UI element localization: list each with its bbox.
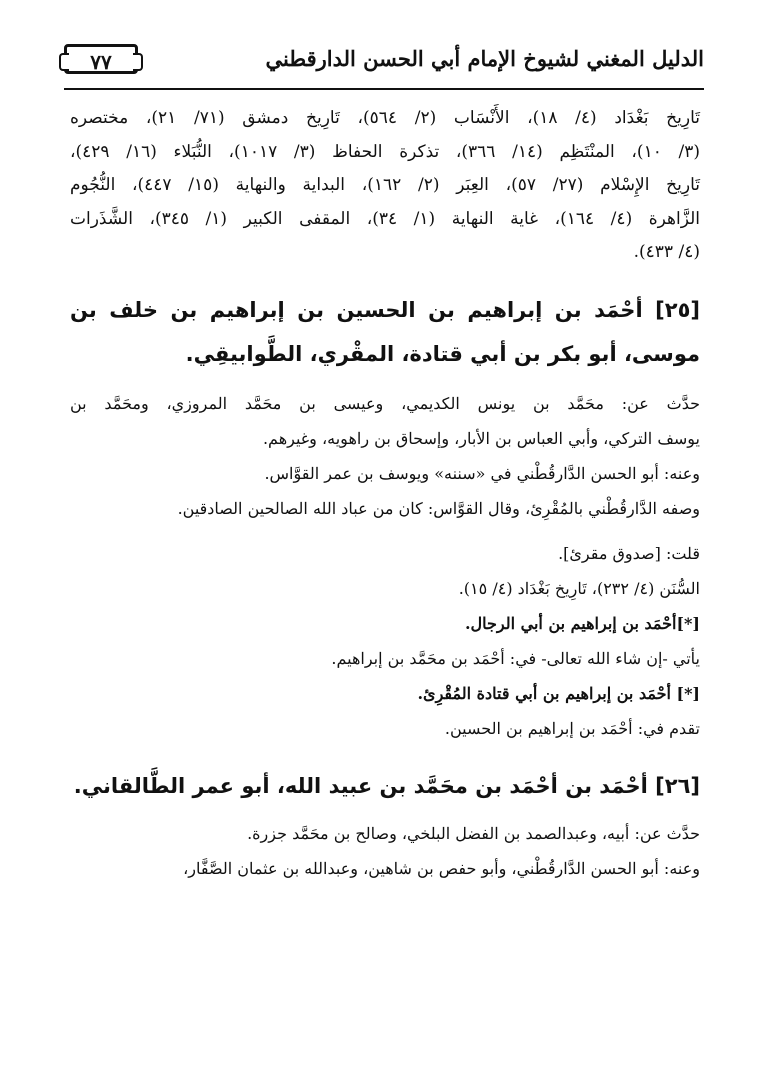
- entry-26-students: وعنه: أبو الحسن الدَّارقُطْني، وأبو حفص بن شاهين، وعبدالله بن عثمان الصَّفَّار،: [183, 858, 700, 878]
- sources-line-4: الزَّاهرة (٤/ ١٦٤)، غاية النهاية (١/ ٣٤)، المقفى الكبير (١/ ٣٤٥)، الشَّذَرات: [70, 208, 700, 229]
- entry-26-teachers: حدَّث عن: أبيه، وعبدالصمد بن الفضل البلخي، وصالح بن محَمَّد جزرة.: [247, 823, 700, 843]
- cross-reference-1-title: [*]أحْمَد بن إبراهيم بن أبي الرجال.: [464, 613, 700, 633]
- entry-26-heading: [٢٦] أحْمَد بن أحْمَد بن محَمَّد بن عبيد الله، أبو عمر الطَّالقاني.: [73, 773, 700, 798]
- entry-25-teachers-line-2: يوسف التركي، وأبي العباس بن الأبار، وإسحاق بن راهويه، وغيرهم.: [262, 428, 700, 448]
- entry-25-heading: [70, 288, 700, 376]
- entry-25-teachers-line-1: حدَّث عن: محَمَّد بن يونس الكديمي، وعيسى بن محَمَّد المروزي، ومحَمَّد بن: [70, 393, 700, 413]
- header-divider: [64, 88, 704, 90]
- entry-25-sources: السُّنَن (٤/ ٢٣٢)، تَارِيخ بَغْدَاد (٤/ ١٥).: [458, 578, 700, 598]
- cross-reference-2-title: [*] أحْمَد بن إبراهيم بن أبي قتادة المُقْرِئ.: [417, 683, 700, 703]
- cross-reference-2-note: تقدم في: أحْمَد بن إبراهيم بن الحسين.: [444, 718, 700, 738]
- page-content: [70, 102, 700, 886]
- entry-25-heading-line-1: [٢٥] أحْمَد بن إبراهيم بن الحسين بن إبراهيم بن خلف بن: [70, 297, 700, 322]
- entry-25-students: وعنه: أبو الحسن الدَّارقُطْني في «سننه» ويوسف بن عمر القوَّاس.: [264, 463, 700, 483]
- sources-line-5: (٤/ ٤٣٣).: [633, 242, 700, 262]
- running-header: [64, 40, 704, 84]
- page-number: ٧٧: [64, 44, 138, 74]
- book-title: الدليل المغني لشيوخ الإمام أبي الحسن الدارقطني: [265, 46, 704, 71]
- entry-25-heading-line-2: موسى، أبو بكر بن أبي قتادة، المقْري، الطَّوابيقِي.: [185, 341, 700, 366]
- entry-25-description: وصفه الدَّارقُطْني بالمُقْرِئ، وقال القوَّاس: كان من عباد الله الصالحين الصادقين.: [177, 498, 700, 518]
- entry-25-verdict: قلت: [صدوق مقرئ].: [558, 543, 700, 563]
- cross-reference-1-note: يأتي -إن شاء الله تعالى- في: أحْمَد بن محَمَّد بن إبراهيم.: [331, 648, 700, 668]
- previous-entry-sources: [70, 102, 700, 270]
- sources-line-3: تَارِيخ الإِسْلام (٢٧/ ٥٧)، العِبَر (٢/ ١٦٢)، البداية والنهاية (١٥/ ٤٤٧)، النُّجُوم: [70, 175, 700, 195]
- sources-line-1: تَارِيخ بَغْدَاد (٤/ ١٨)، الأَنْسَاب (٢/ ٥٦٤)، تَارِيخ دمشق (٧١/ ٢١)، مختصره: [70, 108, 701, 128]
- sources-line-2: (٣/ ١٠)، المنْتَظِم (١٤/ ٣٦٦)، تذكرة الحفاظ (٣/ ١٠١٧)، النُّبَلاء (١٦/ ٤٢٩)،: [70, 141, 701, 162]
